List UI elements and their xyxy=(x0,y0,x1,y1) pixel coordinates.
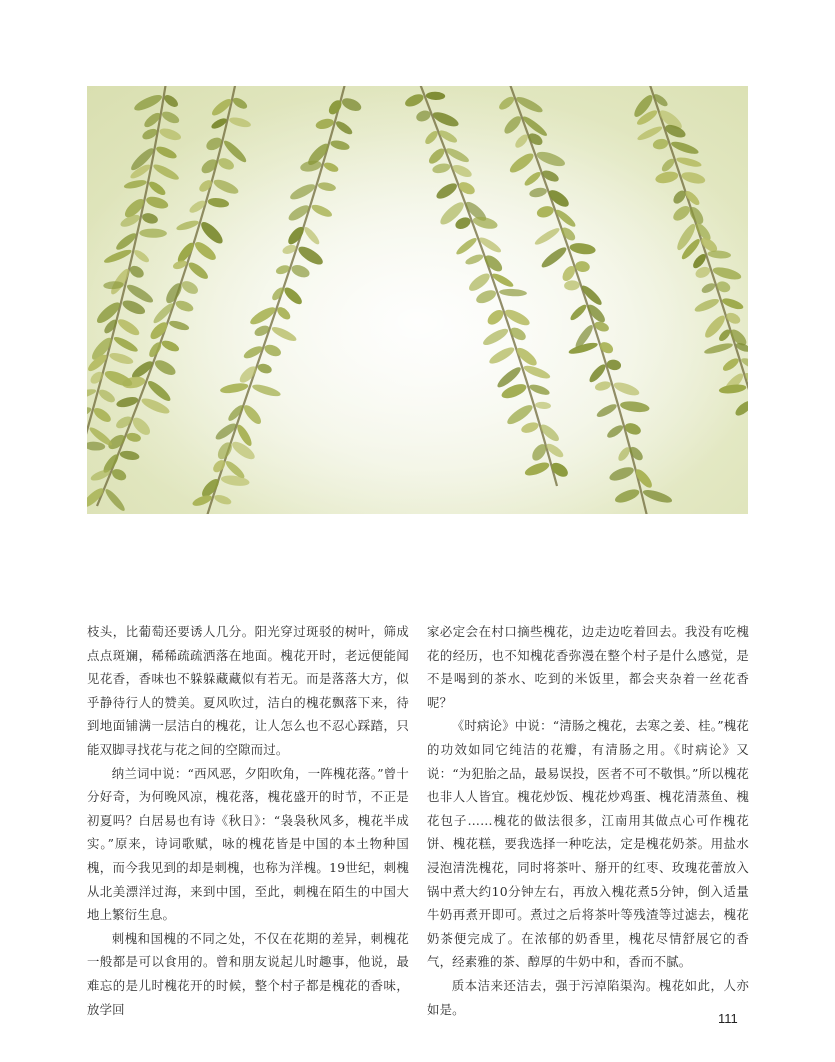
page-number: 111 xyxy=(718,1011,738,1026)
locust-blossom-icon xyxy=(87,86,748,514)
paragraph: 《时病论》中说：“清肠之槐花，去寒之姜、桂。”槐花的功效如同它纯洁的花瓣，有清肠之用。《时病论》又说：“为犯胎之品，最易误投，医者不可不敬惧。”所以槐花也非人人皆宜。槐花炒饭、槐花炒鸡蛋、槐花清蒸鱼、槐花包子……槐花的做法很多，江南用其做点心可作槐花饼、槐花糕，要我选择一种吃法，定是槐花奶茶。用盐水浸泡清洗槐花，同时将茶叶、掰开的红枣、玫瑰花蕾放入锅中煮大约10分钟左右，再放入槐花煮5分钟，倒入适量牛奶再煮开即可。煮过之后将茶叶等残渣等过滤去，槐花奶茶便完成了。在浓郁的奶香里，槐花尽情舒展它的香气，经素雅的茶、醇厚的牛奶中和，香而不腻。 xyxy=(427,718,749,970)
paragraph: 质本洁来还洁去，强于污淖陷渠沟。槐花如此，人亦如是。 xyxy=(427,977,749,1017)
left-text-column xyxy=(87,620,409,1021)
locust-blossom-photo xyxy=(87,86,748,514)
paragraph: 刺槐和国槐的不同之处，不仅在花期的差异，刺槐花一般都是可以食用的。曾和朋友说起儿时趣事，他说，最难忘的是儿时槐花开的时候，整个村子都是槐花的香味，放学回 xyxy=(87,930,409,1017)
paragraph: 枝头，比葡萄还要诱人几分。阳光穿过斑驳的树叶，筛成点点斑斓，稀稀疏疏洒落在地面。槐花开时，老远便能闻见花香，香味也不躲躲藏藏似有若无。而是落落大方，似乎静待行人的赞美。夏风吹过，洁白的槐花飘落下来，待到地面铺满一层洁白的槐花，让人怎么也不忍心踩踏，只能双脚寻找花与花之间的空隙而过。 xyxy=(87,624,409,757)
paragraph: 家必定会在村口摘些槐花，边走边吃着回去。我没有吃槐花的经历，也不知槐花香弥漫在整个村子是什么感觉，是不是喝到的茶水、吃到的米饭里，都会夹杂着一丝花香呢？ xyxy=(427,624,749,710)
paragraph: 纳兰词中说：“西风恶，夕阳吹角，一阵槐花落。”曾十分好奇，为何晚风凉，槐花落，槐花盛开的时节，不正是初夏吗？白居易也有诗《秋日》：“袅袅秋风多，槐花半成实。”原来，诗词歌赋，咏的槐花皆是中国的本土物种国槐，而今我见到的却是刺槐，也称为洋槐。19世纪，刺槐从北美漂洋过海，来到中国，至此，刺槐在陌生的中国大地上繁衍生息。 xyxy=(87,765,409,923)
right-text-column xyxy=(427,620,749,1021)
